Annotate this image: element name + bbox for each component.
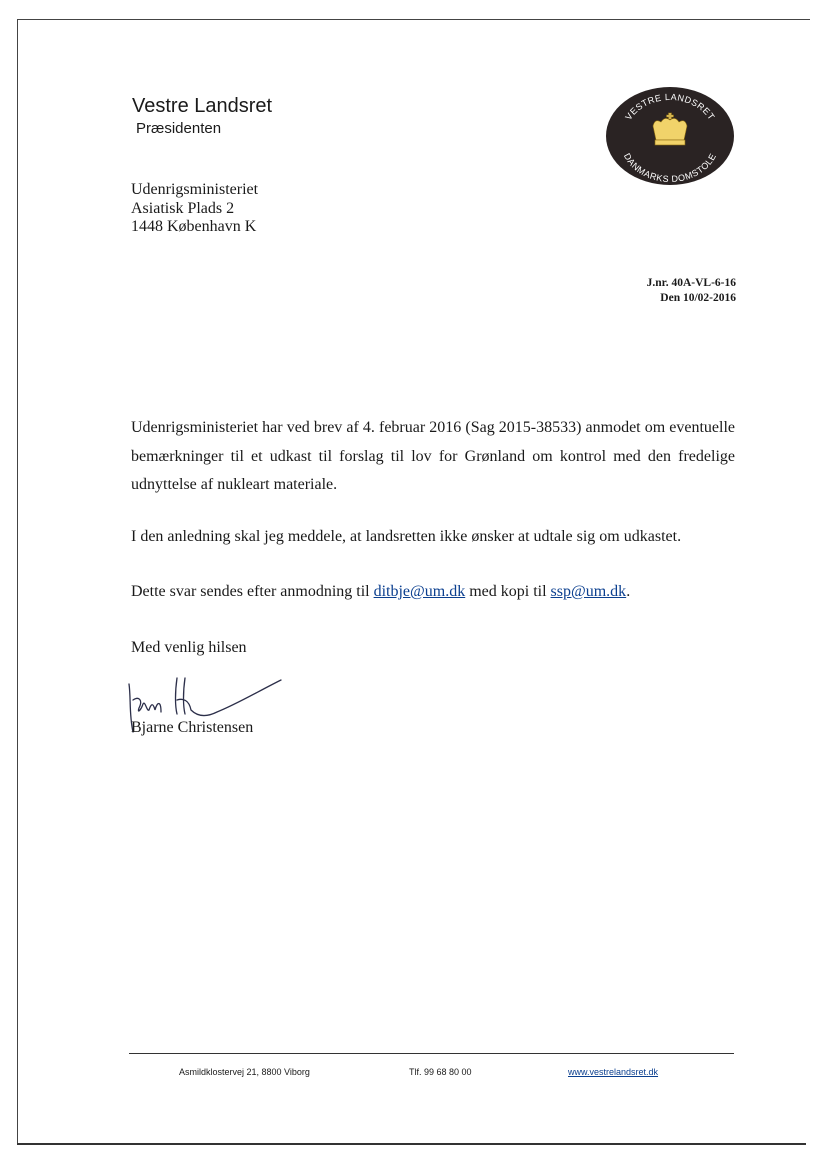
court-name: Vestre Landsret bbox=[132, 95, 273, 117]
closing-greeting: Med venlig hilsen bbox=[131, 639, 247, 656]
journal-number: J.nr. 40A-VL-6-16 bbox=[646, 277, 736, 289]
letter-date: Den 10/02-2016 bbox=[660, 292, 736, 304]
court-title: Præsidenten bbox=[136, 120, 222, 137]
distribution-text: . bbox=[626, 583, 631, 600]
email-link-ssp[interactable]: ssp@um.dk bbox=[550, 583, 627, 600]
recipient-line: Asiatisk Plads 2 bbox=[131, 199, 235, 217]
svg-text:VESTRE LANDSRET: VESTRE LANDSRET bbox=[623, 91, 717, 122]
court-seal-logo bbox=[605, 86, 735, 186]
email-link-ditbje[interactable]: ditbje@um.dk bbox=[373, 583, 466, 600]
footer-address: Asmildklostervej 21, 8800 Viborg bbox=[179, 1067, 310, 1077]
recipient-line: 1448 København K bbox=[131, 218, 257, 235]
body-paragraph-reply: I den anledning skal jeg meddele, at landsretten ikke ønsker at udtale sig om udkastet. bbox=[131, 528, 682, 545]
distribution-text: Dette svar sendes efter anmodning til bbox=[131, 583, 374, 600]
recipient-address bbox=[131, 181, 258, 237]
footer-phone: Tlf. 99 68 80 00 bbox=[409, 1067, 472, 1077]
svg-text:DANMARKS DOMSTOLE: DANMARKS DOMSTOLE bbox=[621, 151, 719, 185]
footer-website-link[interactable]: www.vestrelandsret.dk bbox=[568, 1067, 659, 1077]
footer-divider bbox=[129, 1053, 734, 1054]
body-paragraph-distribution bbox=[131, 578, 735, 607]
page-border-top bbox=[17, 19, 810, 20]
recipient-line: Udenrigsministeriet bbox=[131, 181, 259, 198]
page-border-left bbox=[17, 19, 18, 1143]
body-paragraph-request: Udenrigsministeriet har ved brev af 4. februar 2016 (Sag 2015-38533) anmodet om eventuelle bemærkninger til et udkast til forslag til lov for Grønland om kontrol med den fredelige udnyttelse af nukleart materiale. bbox=[131, 419, 735, 493]
page-border-bottom bbox=[17, 1143, 806, 1145]
reference-block bbox=[647, 276, 736, 306]
distribution-text: med kopi til bbox=[465, 583, 551, 600]
signer-name: Bjarne Christensen bbox=[131, 719, 254, 736]
